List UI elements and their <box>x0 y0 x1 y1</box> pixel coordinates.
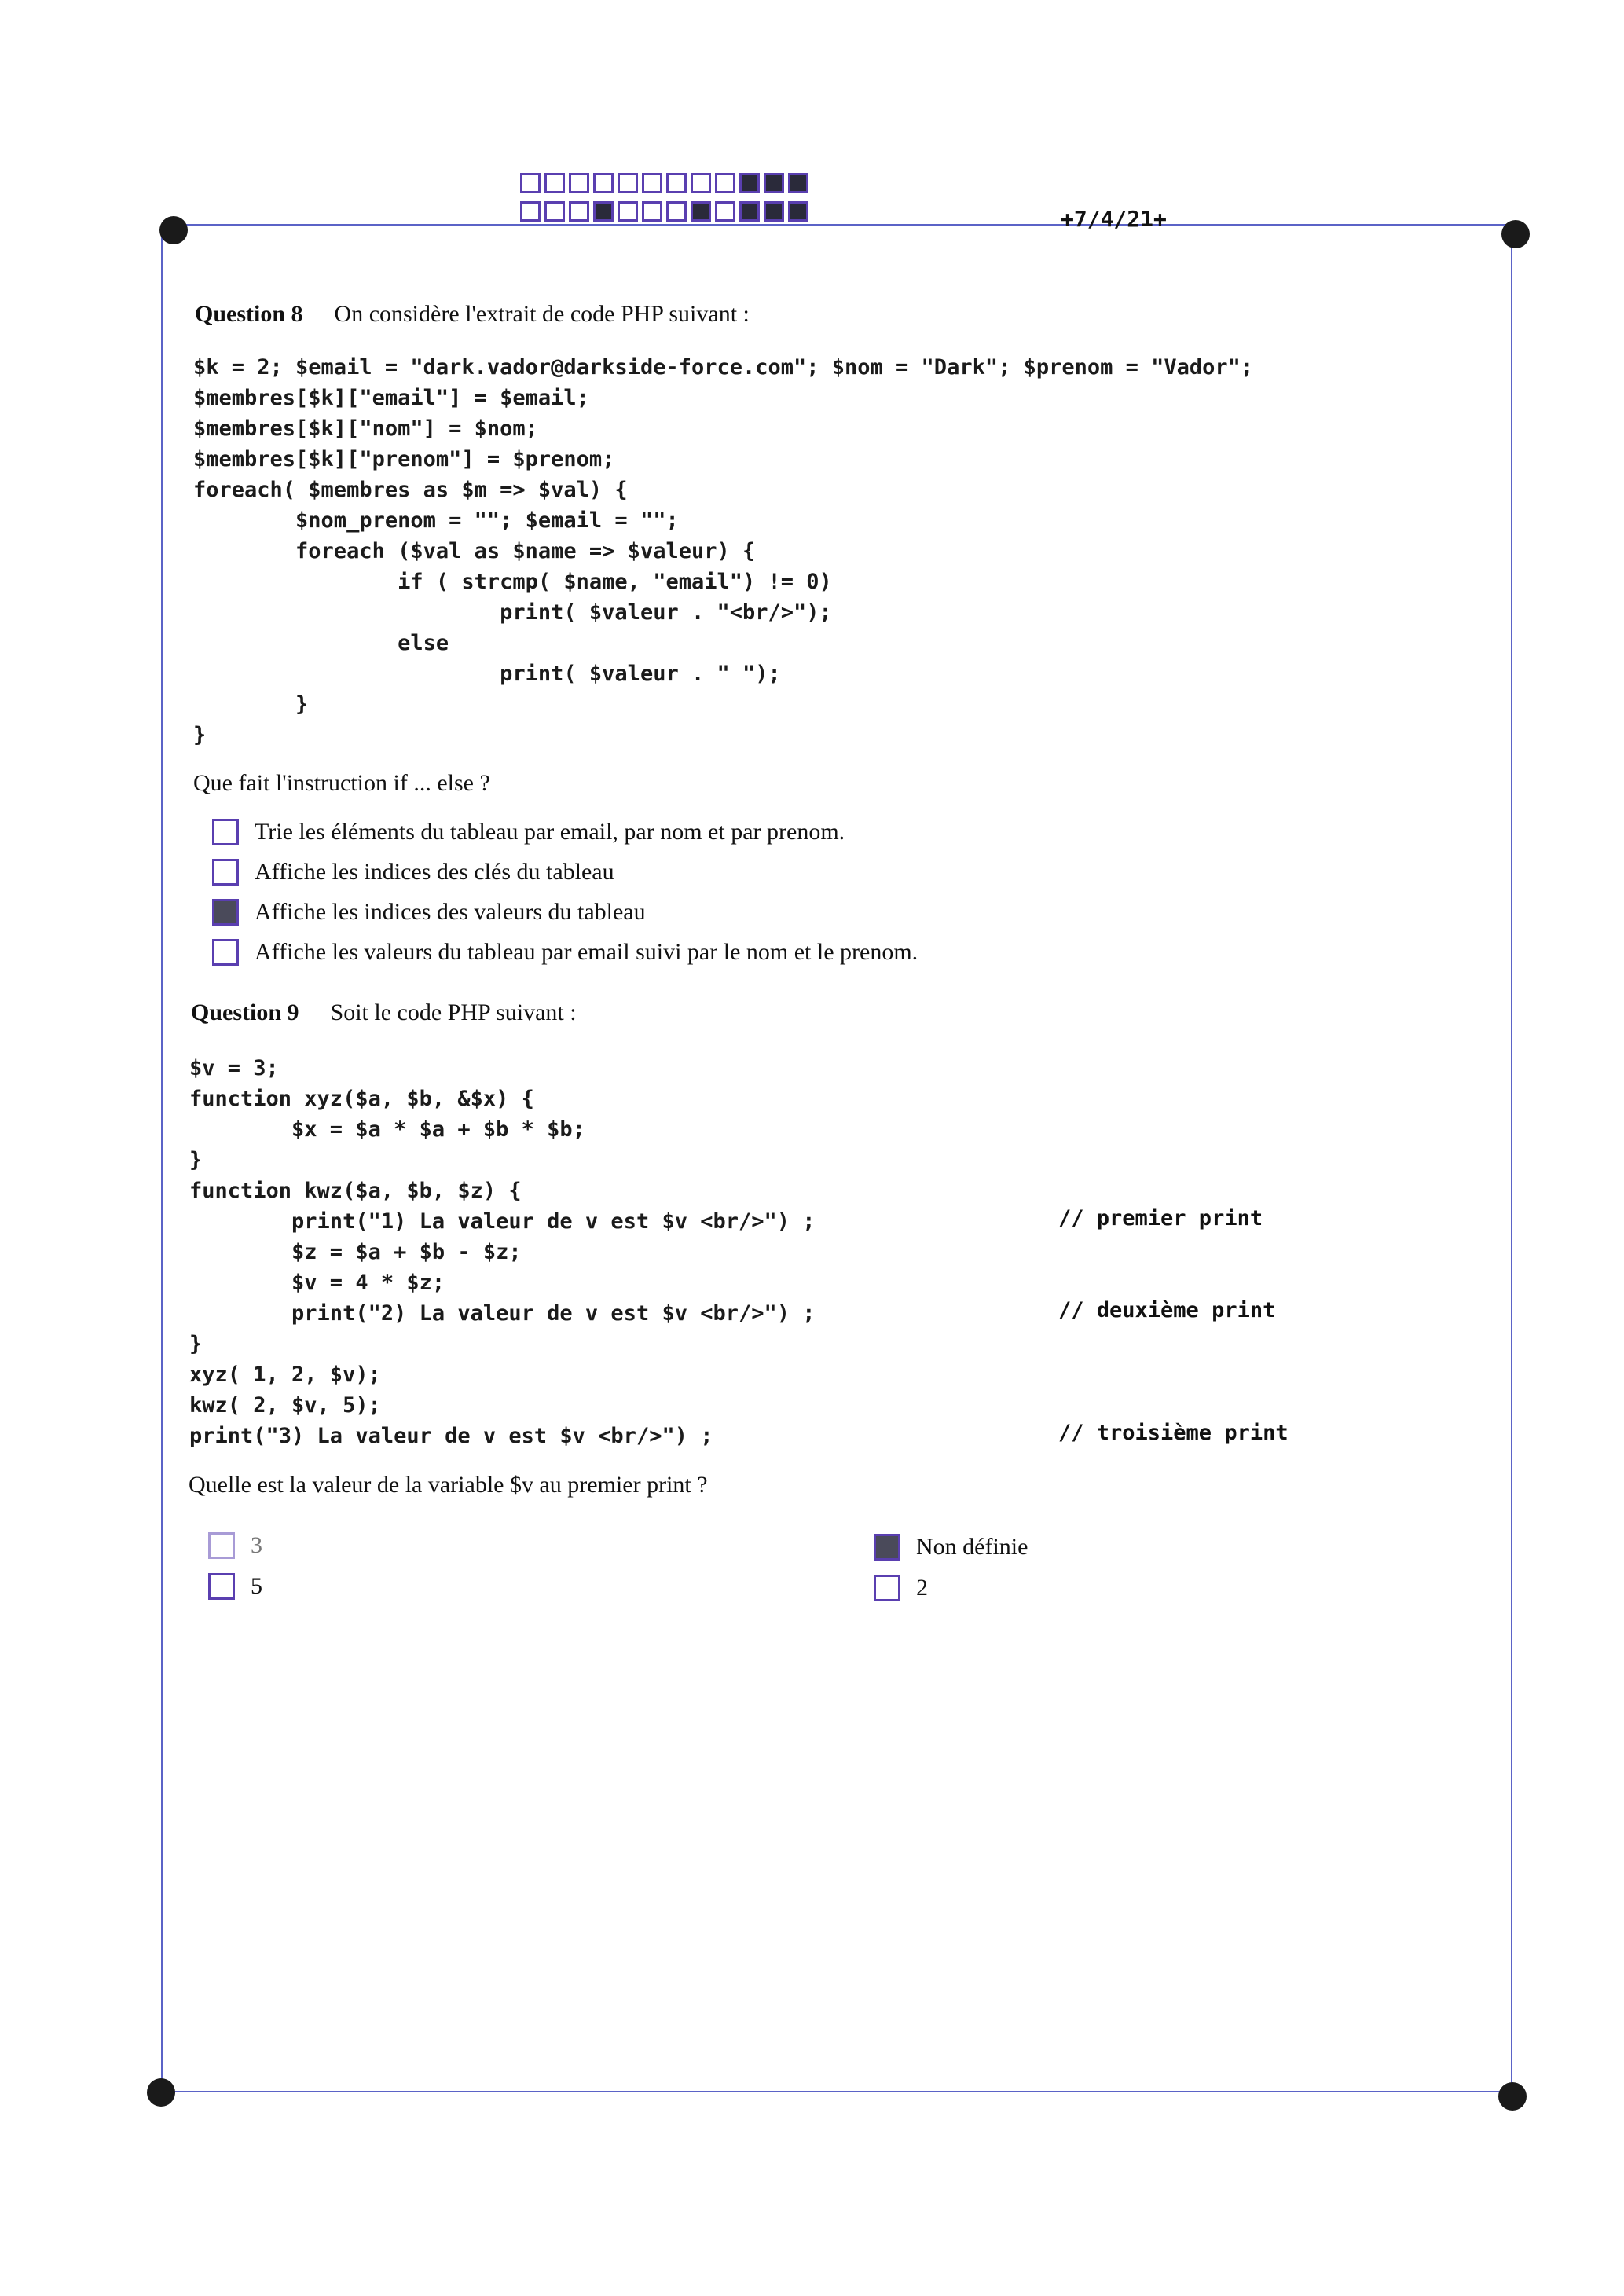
code-line: print( $valeur . " "); <box>193 662 781 686</box>
barcode-cell <box>544 173 565 193</box>
checkbox[interactable] <box>208 1532 235 1559</box>
q8-choice-3[interactable] <box>212 899 646 926</box>
barcode-cell <box>593 173 614 193</box>
question-9-title <box>191 999 577 1026</box>
barcode-cell <box>618 201 638 222</box>
barcode-cell <box>764 201 784 222</box>
barcode-cell <box>666 173 687 193</box>
registration-mark-bottom-right <box>1498 2082 1527 2111</box>
code-line: kwz( 2, $v, 5); <box>189 1393 381 1418</box>
q8-choice-1[interactable] <box>212 819 845 845</box>
q9-choice-5[interactable] <box>208 1573 262 1600</box>
barcode-cell <box>715 201 735 222</box>
barcode-cell <box>520 201 541 222</box>
question-8-title <box>195 301 750 328</box>
barcode-cell <box>569 201 589 222</box>
comment-deuxieme-print: // deuxième print <box>1058 1298 1276 1322</box>
choice-label: Affiche les indices des valeurs du tableau <box>255 899 646 925</box>
code-line: $x = $a * $a + $b * $b; <box>189 1117 585 1142</box>
code-line: $k = 2; $email = "dark.vador@darkside-force.com"; $nom = "Dark"; $prenom = "Vador"; <box>193 355 1254 380</box>
code-line: print("3) La valeur de v est $v <br/>") ; <box>189 1424 713 1448</box>
question-number: Question 9 <box>191 999 299 1025</box>
code-line: $membres[$k]["nom"] = $nom; <box>193 416 538 441</box>
checkbox[interactable] <box>212 939 239 966</box>
barcode-cell <box>569 173 589 193</box>
registration-mark-bottom-left <box>147 2078 175 2107</box>
question-9-prompt: Quelle est la valeur de la variable $v au premier print ? <box>189 1472 708 1498</box>
code-line: } <box>189 1332 203 1356</box>
q9-choice-2[interactable] <box>874 1575 928 1601</box>
barcode-cell <box>788 201 808 222</box>
code-line: print( $valeur . "<br/>"); <box>193 600 832 625</box>
code-line: $v = 4 * $z; <box>189 1271 445 1295</box>
code-line: $nom_prenom = ""; $email = ""; <box>193 508 679 533</box>
question-intro: On considère l'extrait de code PHP suivant : <box>334 301 750 327</box>
question-number: Question 8 <box>195 301 303 327</box>
code-line: $z = $a + $b - $z; <box>189 1240 522 1264</box>
code-line: } <box>189 1148 203 1172</box>
choice-label: 2 <box>916 1575 928 1601</box>
question-8-code <box>193 352 1253 750</box>
code-line: } <box>193 692 309 717</box>
choice-label: Affiche les indices des clés du tableau <box>255 859 614 885</box>
q8-choice-2[interactable] <box>212 859 614 886</box>
barcode-row-2 <box>520 201 812 222</box>
checkbox-checked[interactable] <box>874 1534 900 1561</box>
question-8-prompt: Que fait l'instruction if ... else ? <box>193 770 490 796</box>
choice-label: Trie les éléments du tableau par email, par nom et par prenom. <box>255 819 845 845</box>
q9-choice-3[interactable] <box>208 1532 262 1559</box>
barcode-cell <box>691 173 711 193</box>
code-line: xyz( 1, 2, $v); <box>189 1363 381 1387</box>
code-line: foreach( $membres as $m => $val) { <box>193 478 628 502</box>
code-line: function xyz($a, $b, &$x) { <box>189 1087 534 1111</box>
code-line: print("1) La valeur de v est $v <br/>") ; <box>189 1209 816 1234</box>
comment-premier-print: // premier print <box>1058 1206 1263 1231</box>
checkbox[interactable] <box>874 1575 900 1601</box>
code-line: } <box>193 723 207 747</box>
checkbox[interactable] <box>208 1573 235 1600</box>
choice-label: Affiche les valeurs du tableau par email suivi par le nom et le prenom. <box>255 939 918 965</box>
barcode-cell <box>520 173 541 193</box>
page-id: +7/4/21+ <box>1061 206 1167 232</box>
checkbox[interactable] <box>212 859 239 886</box>
code-line: else <box>193 631 449 655</box>
code-line: function kwz($a, $b, $z) { <box>189 1179 522 1203</box>
q8-choice-4[interactable] <box>212 939 918 966</box>
barcode-cell <box>715 173 735 193</box>
barcode-cell <box>544 201 565 222</box>
choice-label: 3 <box>251 1532 262 1558</box>
choice-label: 5 <box>251 1573 262 1599</box>
barcode-cell <box>593 201 614 222</box>
code-line: $v = 3; <box>189 1056 279 1080</box>
barcode-cell <box>739 173 760 193</box>
barcode-row-1 <box>520 173 812 193</box>
registration-mark-top-left <box>159 216 188 244</box>
barcode-cell <box>739 201 760 222</box>
question-9-code <box>189 1053 816 1451</box>
choice-label: Non définie <box>916 1534 1028 1560</box>
question-intro: Soit le code PHP suivant : <box>330 999 577 1025</box>
code-line: if ( strcmp( $name, "email") != 0) <box>193 570 832 594</box>
barcode-cell <box>642 173 662 193</box>
code-line: $membres[$k]["email"] = $email; <box>193 386 589 410</box>
barcode-cell <box>788 173 808 193</box>
checkbox-checked[interactable] <box>212 899 239 926</box>
q9-choice-non-definie[interactable] <box>874 1534 1028 1561</box>
checkbox[interactable] <box>212 819 239 845</box>
barcode-cell <box>764 173 784 193</box>
code-line: print("2) La valeur de v est $v <br/>") ; <box>189 1301 816 1326</box>
registration-mark-top-right <box>1501 220 1530 248</box>
comment-troisieme-print: // troisième print <box>1058 1421 1289 1445</box>
code-line: foreach ($val as $name => $valeur) { <box>193 539 756 563</box>
barcode-cell <box>642 201 662 222</box>
barcode-cell <box>691 201 711 222</box>
barcode-cell <box>618 173 638 193</box>
code-line: $membres[$k]["prenom"] = $prenom; <box>193 447 615 471</box>
barcode-cell <box>666 201 687 222</box>
